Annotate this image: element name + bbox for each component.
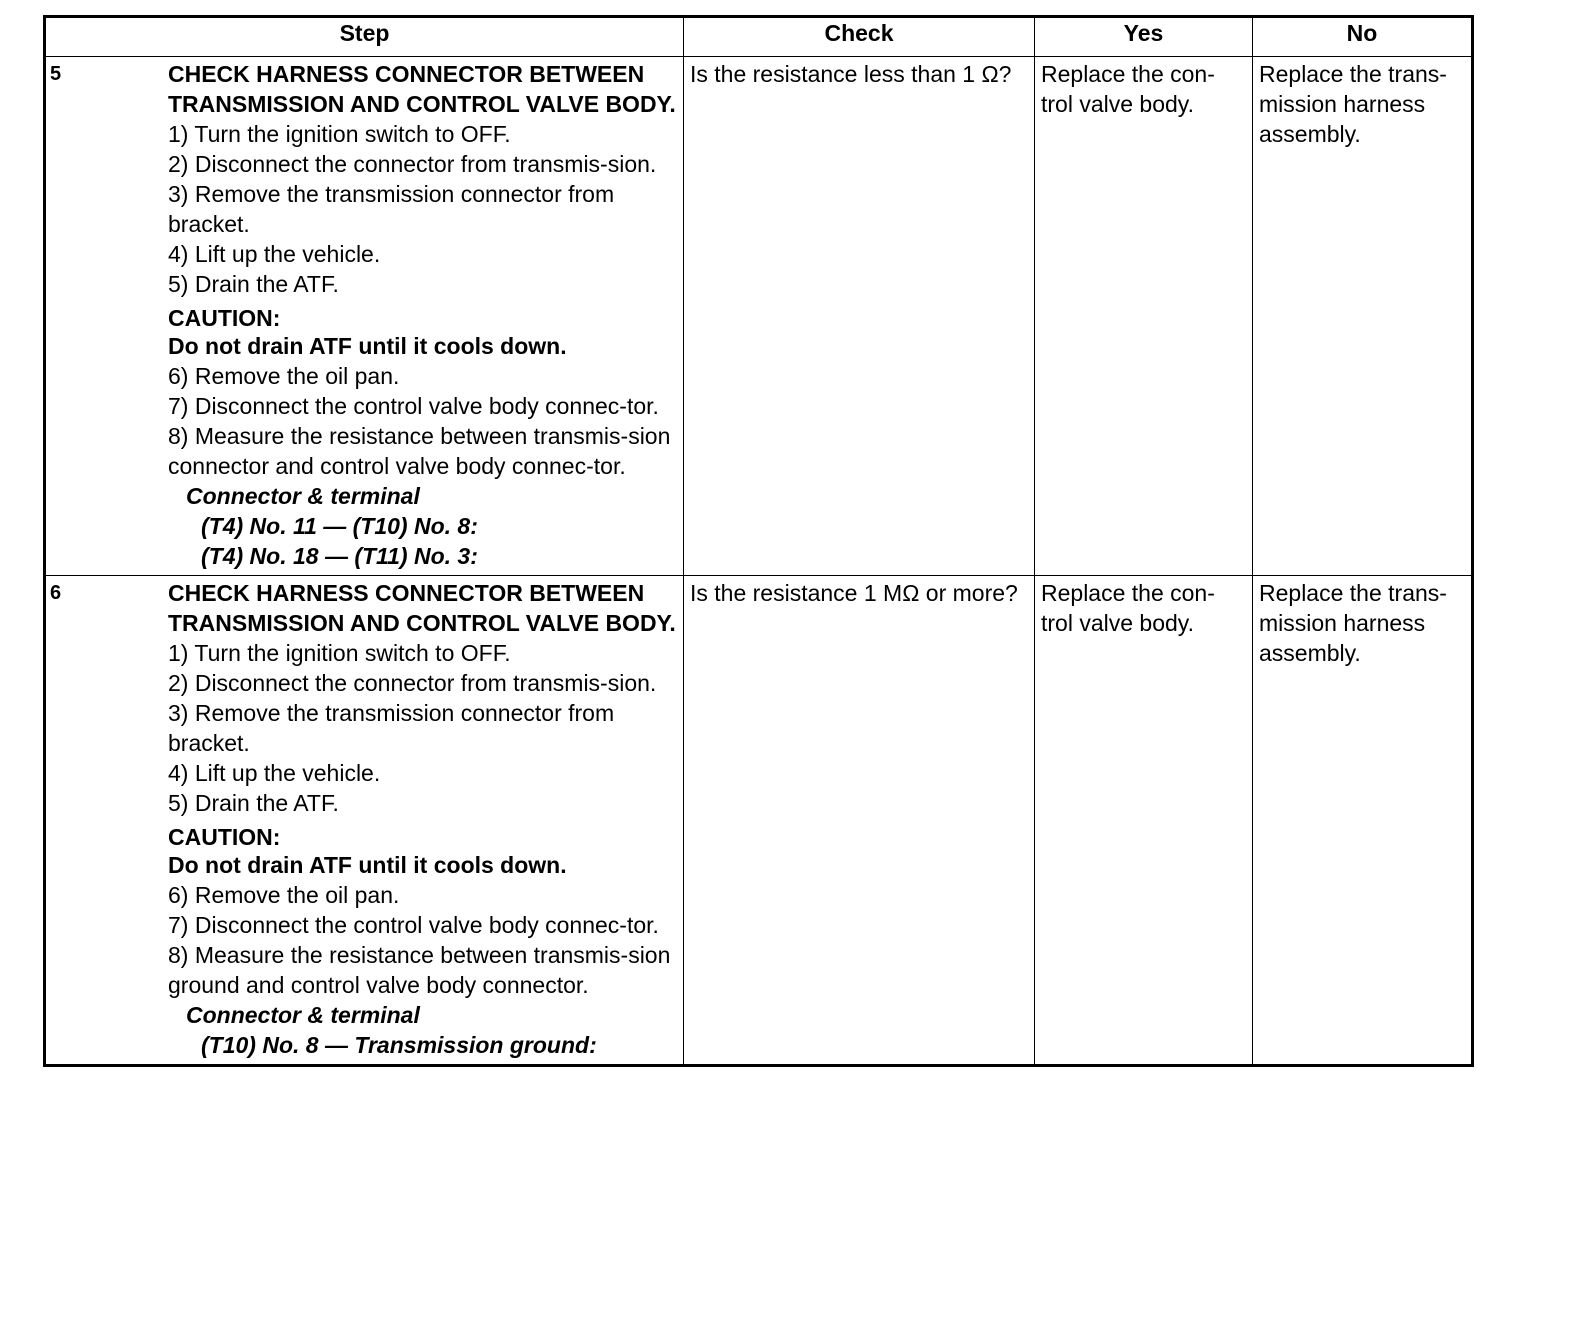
procedure-item: 6) Remove the oil pan. <box>168 363 400 389</box>
yes-cell: Replace the con-trol valve body. <box>1035 576 1253 1066</box>
step-heading: CHECK HARNESS CONNECTOR BETWEEN TRANSMISSION AND CONTROL VALVE BODY. <box>168 580 676 636</box>
connector-terminal-line: (T4) No. 11 — (T10) No. 8: <box>201 513 478 539</box>
step-number: 5 <box>50 63 62 85</box>
diagnostic-table <box>43 15 1474 1067</box>
caution-text: Do not drain ATF until it cools down. <box>168 333 567 359</box>
table-row <box>45 576 1473 1066</box>
connector-terminal-line: (T10) No. 8 — Transmission ground: <box>201 1032 597 1058</box>
procedure-item: 6) Remove the oil pan. <box>168 882 400 908</box>
column-header-check: Check <box>684 17 1035 57</box>
step-cell <box>45 57 684 576</box>
procedure-item: 1) Turn the ignition switch to OFF. <box>168 640 511 666</box>
procedure-item: 2) Disconnect the connector from transmis-sion. <box>168 151 657 177</box>
column-header-yes: Yes <box>1035 17 1253 57</box>
step-cell <box>45 576 684 1066</box>
table-row <box>45 57 1473 576</box>
procedure-item: 4) Lift up the vehicle. <box>168 760 381 786</box>
no-cell: Replace the trans-mission harness assembly. <box>1253 576 1473 1066</box>
procedure-item: 2) Disconnect the connector from transmis-sion. <box>168 670 657 696</box>
yes-cell: Replace the con-trol valve body. <box>1035 57 1253 576</box>
no-cell: Replace the trans-mission harness assembly. <box>1253 57 1473 576</box>
procedure-item: 8) Measure the resistance between transmis-sion ground and control valve body connector. <box>168 942 671 998</box>
procedure-item: 1) Turn the ignition switch to OFF. <box>168 121 511 147</box>
header-row <box>45 17 1473 57</box>
procedure-item: 3) Remove the transmission connector from bracket. <box>168 700 615 756</box>
column-header-no: No <box>1253 17 1473 57</box>
caution-text: Do not drain ATF until it cools down. <box>168 852 567 878</box>
procedure-item: 8) Measure the resistance between transmis-sion connector and control valve body connec-tor. <box>168 423 671 479</box>
caution-label: CAUTION: <box>168 305 281 331</box>
procedure-item: 3) Remove the transmission connector from bracket. <box>168 181 615 237</box>
step-number: 6 <box>50 582 62 604</box>
connector-terminal-line: (T4) No. 18 — (T11) No. 3: <box>201 543 478 569</box>
procedure-item: 7) Disconnect the control valve body connec-tor. <box>168 912 659 938</box>
procedure-item: 7) Disconnect the control valve body connec-tor. <box>168 393 659 419</box>
procedure-item: 5) Drain the ATF. <box>168 271 339 297</box>
step-heading: CHECK HARNESS CONNECTOR BETWEEN TRANSMISSION AND CONTROL VALVE BODY. <box>168 61 676 117</box>
check-cell: Is the resistance less than 1 Ω? <box>684 57 1035 576</box>
check-cell: Is the resistance 1 MΩ or more? <box>684 576 1035 1066</box>
column-header-step: Step <box>45 17 684 57</box>
procedure-item: 5) Drain the ATF. <box>168 790 339 816</box>
caution-label: CAUTION: <box>168 824 281 850</box>
connector-heading: Connector & terminal <box>186 483 420 509</box>
procedure-item: 4) Lift up the vehicle. <box>168 241 381 267</box>
connector-heading: Connector & terminal <box>186 1002 420 1028</box>
